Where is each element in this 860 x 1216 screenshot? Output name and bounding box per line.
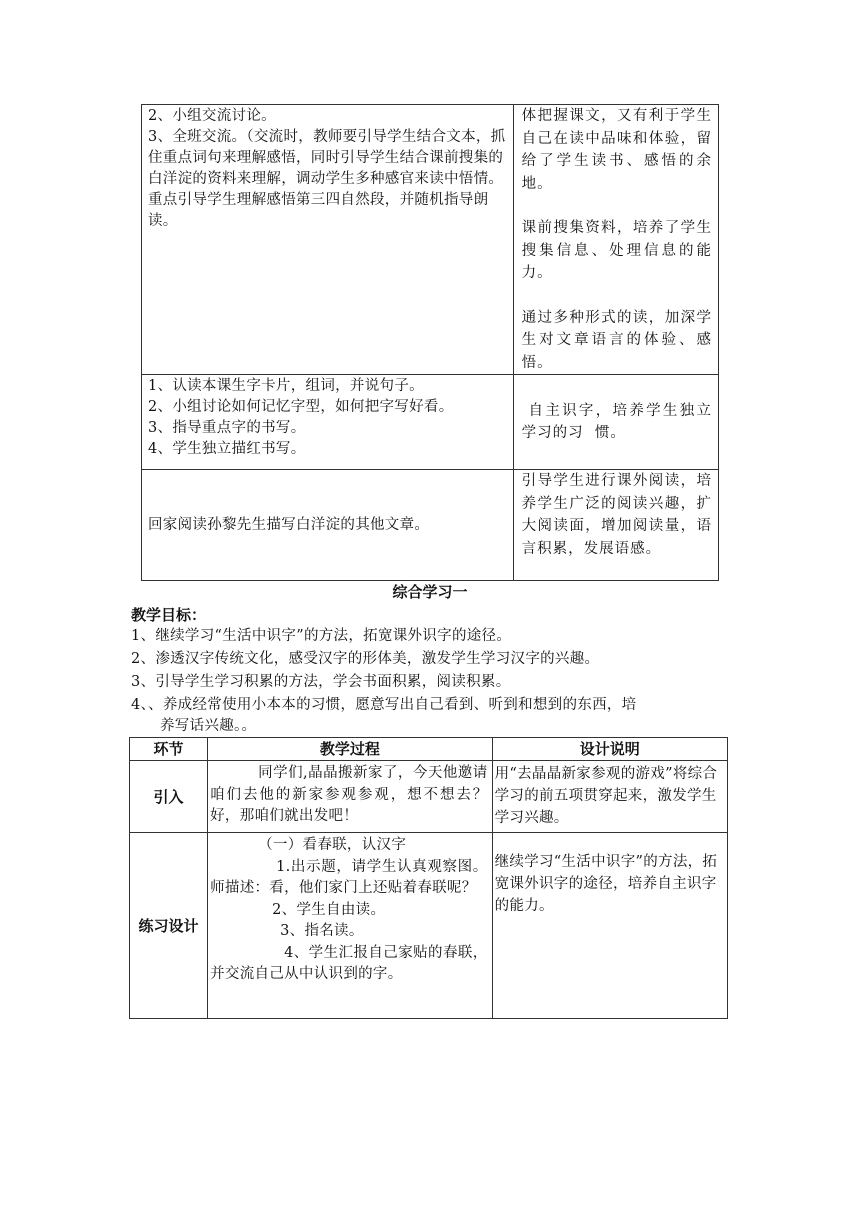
note-cell (492, 761, 727, 833)
note-text: 用“去晶晶新家参观的游戏”将综合学习的前五项贯穿起来，激发学生学习兴趣。 (494, 766, 718, 826)
note-text: 课前搜集资料，培养了学生搜集信息、处理信息的能力。 (521, 220, 712, 281)
process-line: 4、学生汇报自己家贴的春联，并交流自己从中认识到的字。 (210, 944, 488, 982)
process-cell (142, 470, 514, 581)
process-line: （一）看春联，认汉字 (258, 837, 407, 853)
process-line: 1.出示题，请学生认真观察图。师描述：看，他们家门上还贴着春联呢？ (210, 858, 488, 896)
note-text: 体把握课文，又有利于学生自己在读中品味和体验，留给了学生读书、感悟的余地。 (521, 108, 712, 192)
process-line: 4、学生独立描红书写。 (148, 441, 306, 457)
note-cell (513, 105, 718, 375)
goal-item (131, 695, 731, 737)
note-text: 通过多种形式的读，加深学生对文章语言的体验、感悟。 (521, 309, 712, 371)
process-line: 2、小组讨论如何记忆字型，如何把字写好看。 (148, 399, 454, 415)
goal-item: 3、引导学生学习积累的方法，学会书面积累，阅读积累。 (131, 674, 511, 690)
process-line: 3、全班交流。（交流时，教师要引导学生结合文本，抓住重点词句来理解感悟，同时引导学生结合课前搜集的白洋淀的资料来理解，调动学生多种感官来读中悟情。 (148, 129, 506, 187)
table-row (130, 833, 728, 1019)
process-cell (208, 833, 492, 1019)
section-cell: 练习设计 (130, 833, 208, 1019)
process-line: 3、指名读。 (280, 923, 364, 939)
process-line: 1、认读本课生字卡片，组词，并说句子。 (148, 378, 424, 394)
process-line: 2、小组交流讨论。 (148, 108, 276, 124)
note-text: 继续学习“生活中识字”的方法，拓宽课外识字的途径，培养自主识字的能力。 (494, 854, 718, 914)
process-line: 重点引导学生理解感悟第三四自然段，并随机指导朗读。 (148, 192, 489, 229)
process-cell (208, 761, 492, 833)
section-title: 综合学习一 (392, 583, 468, 601)
process-text: 同学们,晶晶搬新家了，今天他邀请咱们去他的新家参观参观，想不想去？好，那咱们就出发吧！ (210, 765, 488, 824)
goal-item-line: 4、、养成经常使用小本本的习惯，愿意写出自己看到、听到和想到的东西，培 (131, 697, 637, 713)
process-cell (142, 105, 514, 375)
table-row (130, 761, 728, 833)
goal-item: 1、继续学习“生活中识字”的方法，拓宽课外识字的途径。 (131, 628, 512, 644)
process-line: 2、学生自由读。 (272, 901, 386, 918)
column-header: 环节 (130, 738, 208, 761)
process-line: 3、指导重点字的书写。 (148, 420, 306, 436)
process-line: 回家阅读孙黎先生描写白洋淀的其他文章。 (148, 517, 430, 533)
section-cell: 引入 (130, 761, 208, 833)
lesson-table (129, 737, 728, 1019)
column-header: 教学过程 (208, 738, 492, 761)
column-header: 设计说明 (492, 738, 727, 761)
goal-item: 2、渗透汉字传统文化，感受汉字的形体美，激发学生学习汉字的兴趣。 (131, 651, 600, 667)
table-row (142, 105, 719, 375)
table-header-row (130, 738, 728, 761)
note-cell (513, 470, 718, 581)
note-text: 引导学生进行课外阅读，培养学生广泛的阅读兴趣，扩大阅读面，增加阅读量，语言积累，发展语感。 (521, 473, 712, 557)
goals-heading: 教学目标： (131, 606, 207, 624)
note-text: 自主识字，培养学生独立学习的习 惯。 (521, 402, 713, 441)
process-cell (142, 375, 514, 470)
table-row (142, 470, 719, 581)
lesson-table-continued (141, 104, 719, 581)
note-cell (492, 833, 727, 1019)
note-cell (513, 375, 718, 470)
goal-item-line: 养写话兴趣。。 (160, 718, 257, 734)
table-row (142, 375, 719, 470)
